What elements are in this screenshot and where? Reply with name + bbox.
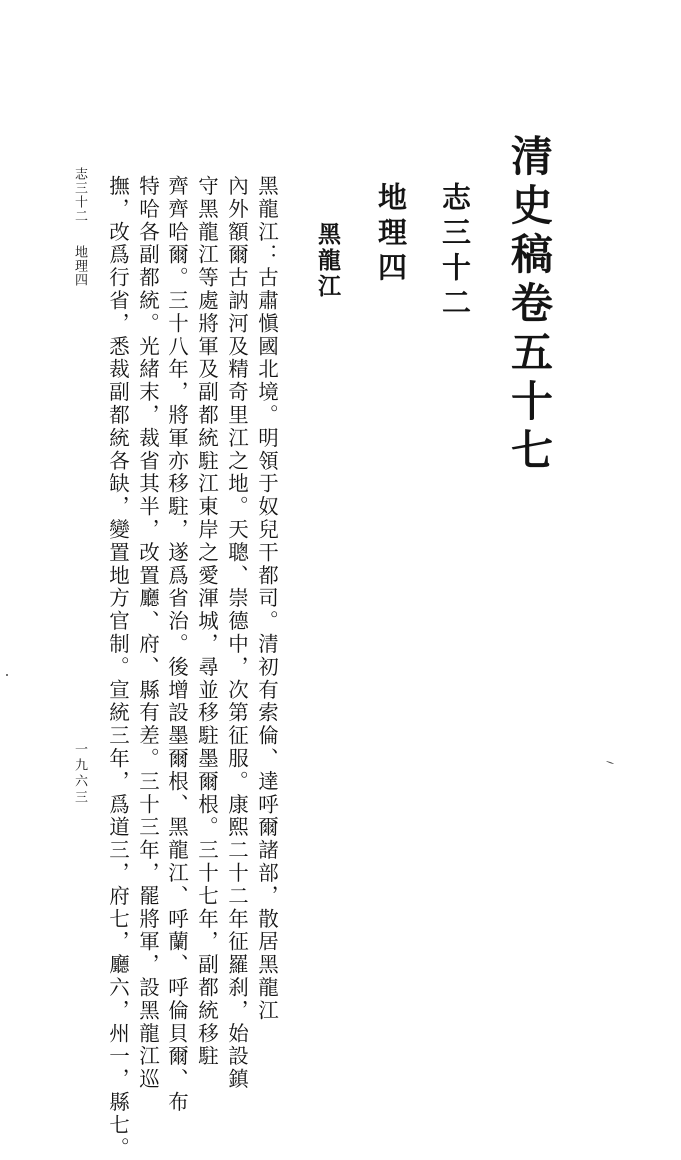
book-title: 清史稿卷五十七 (505, 134, 554, 477)
body-text-line: 內外額爾古訥河及精奇里江之地。天聰、崇德中，次第征服。康熙二十二年征羅刹，始設鎮 (224, 175, 249, 1091)
running-head-volume: 志三十二 (72, 167, 87, 223)
body-text-line: 特哈各副都統。光緒末，裁省其半，改置廳、府、縣有差。三十三年，罷將軍，設黑龍江巡 (135, 175, 160, 1091)
page-number: 一九六三 (72, 742, 87, 806)
paper-speck (606, 761, 614, 765)
running-head-title: 地理四 (72, 245, 87, 287)
body-text-line: 齊齊哈爾。三十八年，將軍亦移駐，遂爲省治。後增設墨爾根、黑龍江、呼蘭、呼倫貝爾、布 (164, 175, 189, 1114)
running-head (73, 167, 86, 287)
paper-speck (6, 674, 8, 676)
region-heading: 黑龍江 (314, 222, 341, 300)
body-text-line: 黑龍江：古肅愼國北境。明領于奴兒干都司。清初有索倫、達呼爾諸部，散居黑龍江 (254, 175, 279, 1023)
body-text-line: 撫，改爲行省，悉裁副都統各缺，變置地方官制。宣統三年，爲道三，府七，廳六，州一，縣七。 (105, 175, 130, 1160)
chapter-heading: 志三十二 (438, 182, 472, 322)
section-heading: 地理四 (374, 182, 408, 287)
body-text-line: 守黑龍江等處將軍及副都統駐江東岸之愛渾城，尋並移駐墨爾根。三十七年，副都統移駐 (194, 175, 219, 1069)
